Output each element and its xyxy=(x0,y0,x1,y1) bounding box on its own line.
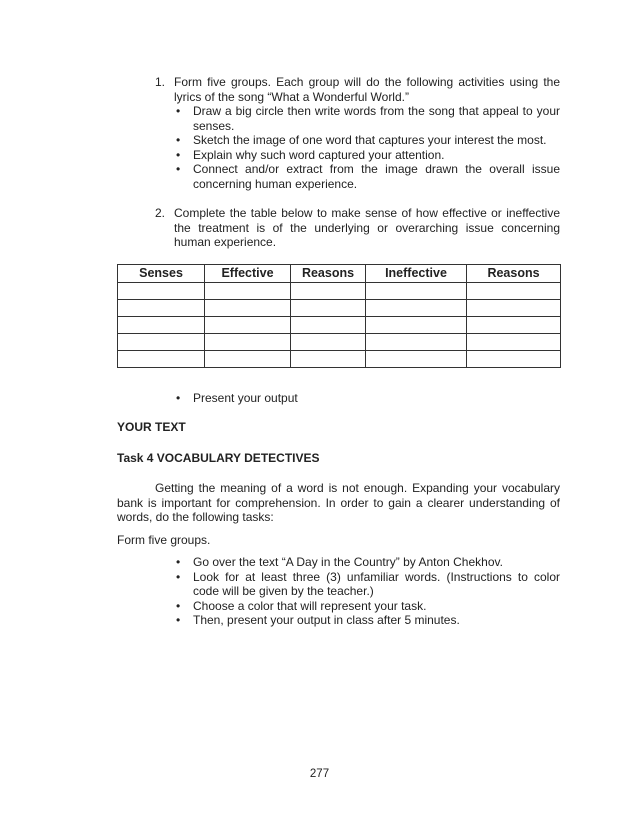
table-cell[interactable] xyxy=(467,317,561,334)
bullet-icon: • xyxy=(176,569,181,584)
item-number: 1. xyxy=(155,75,166,89)
bullet-icon: • xyxy=(176,598,181,613)
table-row xyxy=(118,283,561,300)
table-cell[interactable] xyxy=(205,334,291,351)
bullet-icon: • xyxy=(176,147,181,162)
table-cell[interactable] xyxy=(291,300,366,317)
table-row xyxy=(118,317,561,334)
list-item: • Draw a big circle then write words from the song that appeal to your senses. xyxy=(176,104,560,133)
present-output-text: Present your output xyxy=(193,391,298,405)
table-cell[interactable] xyxy=(366,351,467,368)
table-cell[interactable] xyxy=(366,283,467,300)
item-number: 2. xyxy=(155,206,166,220)
table-cell[interactable] xyxy=(467,283,561,300)
bullet-icon: • xyxy=(176,162,181,176)
list-item: • Explain why such word captured your attention. xyxy=(176,147,445,162)
table-cell[interactable] xyxy=(118,334,205,351)
bullet-icon: • xyxy=(176,555,181,569)
task-4-paragraph xyxy=(117,481,560,525)
item-1-bullet-list xyxy=(174,104,560,191)
item-text: Complete the table below to make sense of how effective or ineffective the treatment is of the underlying or overarching issue concerning human experience. xyxy=(174,206,560,249)
table-cell[interactable] xyxy=(205,300,291,317)
bullet-icon: • xyxy=(176,133,181,147)
list-item: • Sketch the image of one word that captures your interest the most. xyxy=(176,133,547,147)
table-cell[interactable] xyxy=(467,300,561,317)
column-header-ineffective: Ineffective xyxy=(366,265,467,283)
column-header-senses: Senses xyxy=(118,265,205,283)
bullet-icon: • xyxy=(176,613,181,627)
page-number: 277 xyxy=(309,768,330,780)
table-cell[interactable] xyxy=(467,334,561,351)
evaluation-table xyxy=(117,264,561,368)
table-row xyxy=(118,351,561,368)
table-cell[interactable] xyxy=(118,300,205,317)
list-item: • Then, present your output in class after 5 minutes. xyxy=(176,613,460,627)
item-text: Form five groups. Each group will do the following activities using the lyrics of the song “What a Wonderful World.” xyxy=(174,75,560,104)
table-cell[interactable] xyxy=(205,351,291,368)
table-cell[interactable] xyxy=(291,283,366,300)
bullet-icon: • xyxy=(176,391,181,405)
list-item: • Choose a color that will represent your task. xyxy=(176,598,427,613)
paragraph-text: Getting the meaning of a word is not enough. Expanding your vocabulary bank is important for comprehension. In order to gain a clearer understanding of words, do the following tasks: xyxy=(117,481,560,524)
list-item: • Go over the text “A Day in the Country” by Anton Chekhov. xyxy=(176,555,503,569)
table-cell[interactable] xyxy=(205,283,291,300)
table-cell[interactable] xyxy=(118,351,205,368)
table-cell[interactable] xyxy=(291,351,366,368)
list-item: • Look for at least three (3) unfamiliar words. (Instructions to color code will be given by the teacher.) xyxy=(176,569,560,598)
table-row xyxy=(118,334,561,351)
table-header-row xyxy=(118,265,561,283)
table-cell[interactable] xyxy=(366,317,467,334)
column-header-reasons-2: Reasons xyxy=(467,265,561,283)
table-cell[interactable] xyxy=(118,317,205,334)
table-cell[interactable] xyxy=(366,334,467,351)
table-cell[interactable] xyxy=(366,300,467,317)
instruction-item-1 xyxy=(155,75,560,191)
form-groups-line: Form five groups. xyxy=(117,533,211,547)
table-cell[interactable] xyxy=(291,334,366,351)
your-text-heading: YOUR TEXT xyxy=(117,420,186,434)
table-cell[interactable] xyxy=(291,317,366,334)
present-output-bullet xyxy=(174,391,298,406)
task-4-heading: Task 4 VOCABULARY DETECTIVES xyxy=(117,451,320,465)
bullet-icon: • xyxy=(176,104,181,118)
instruction-item-2 xyxy=(155,206,560,250)
list-item: • Connect and/or extract from the image drawn the overall issue concerning human experience. xyxy=(176,162,560,191)
column-header-reasons: Reasons xyxy=(291,265,366,283)
table-cell[interactable] xyxy=(205,317,291,334)
task-4-bullet-list xyxy=(174,555,560,628)
table-cell[interactable] xyxy=(467,351,561,368)
column-header-effective: Effective xyxy=(205,265,291,283)
table-row xyxy=(118,300,561,317)
table-cell[interactable] xyxy=(118,283,205,300)
